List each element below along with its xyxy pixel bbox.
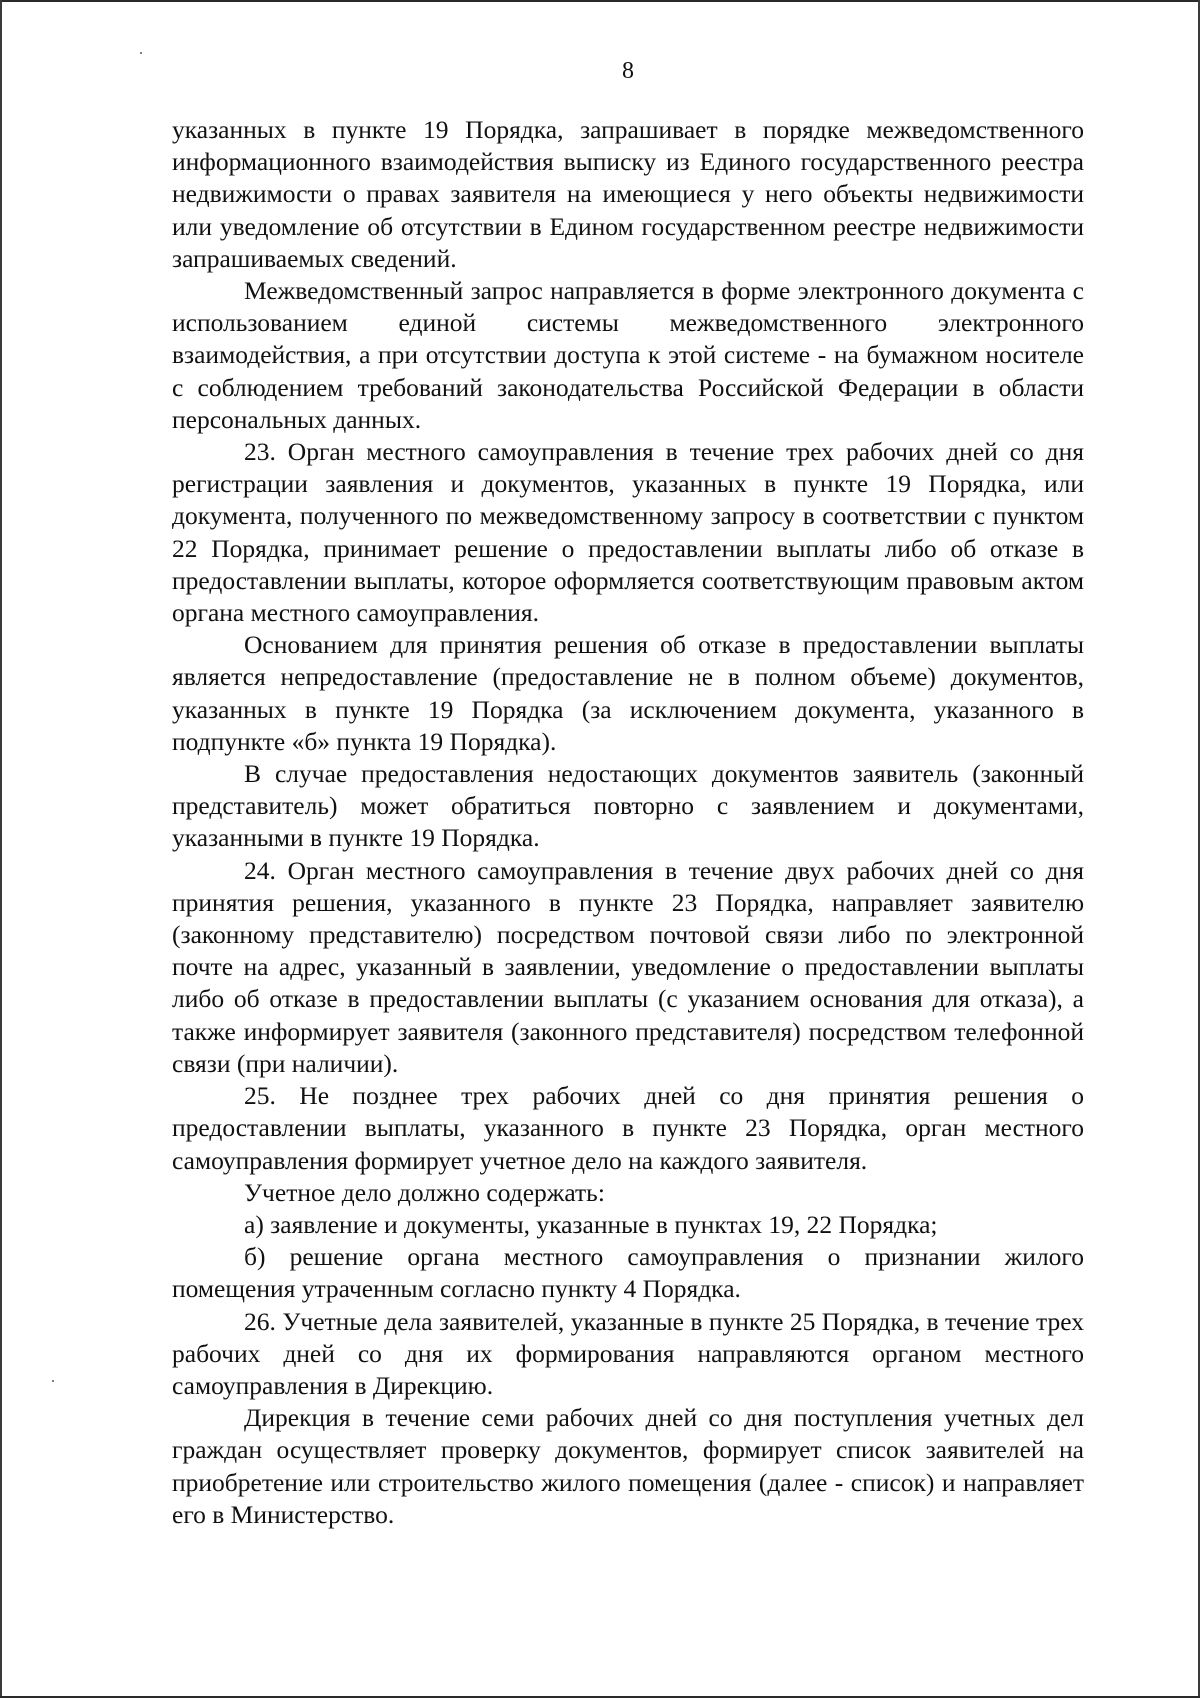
paragraph-intro-continuation: указанных в пункте 19 Порядка, запрашивает в порядке межведомственного информационного взаимодействия выписку из Единого государственного реестра недвижимости о правах заявителя на имеющиеся у него объекты недвижимости или уведомление об отсутствии в Едином государственном реестре недвижимости запрашиваемых сведений. [172, 115, 1084, 273]
page-number: 8 [622, 58, 634, 84]
paragraph-case-file-contents: Учетное дело должно содержать: [244, 1177, 605, 1207]
paragraph-interagency-request: Межведомственный запрос направляется в форме электронного документа с использованием единой системы межведомственного электронного взаимодействия, а при отсутствии доступа к этой системе - на бумажном носителе с соблюдением требований законодательства Российской Федерации в области персональных данных. [172, 276, 1084, 434]
paragraph-item-26: 26. Учетные дела заявителей, указанные в пункте 25 Порядка, в течение трех рабочих дней со дня их формирования направляются органом местного самоуправления в Дирекцию. [172, 1306, 1084, 1400]
paragraph-subitem-a: а) заявление и документы, указанные в пунктах 19, 22 Порядка; [244, 1209, 938, 1239]
paragraph-refusal-grounds: Основанием для принятия решения об отказе в предоставлении выплаты является непредоставление (предоставление не в полном объеме) документов, указанных в пункте 19 Порядка (за исключением документа, указанного в подпункте «б» пункта 19 Порядка). [172, 630, 1084, 756]
scan-speck [140, 52, 142, 54]
paragraph-subitem-b: б) решение органа местного самоуправления о признании жилого помещения утраченным согласно пункту 4 Порядка. [172, 1242, 1084, 1304]
paragraph-directorate-review: Дирекция в течение семи рабочих дней со дня поступления учетных дел граждан осуществляет проверку документов, формирует список заявителей на приобретение или строительство жилого помещения (далее - список) и направляет его в Министерство. [172, 1403, 1084, 1529]
scan-border-left [0, 0, 2, 1698]
scan-border-top [0, 0, 1200, 2]
paragraph-resubmission: В случае предоставления недостающих документов заявитель (законный представитель) может обратиться повторно с заявлением и документами, указанными в пункте 19 Порядка. [172, 759, 1084, 853]
document-body [172, 114, 1084, 1531]
paragraph-item-23: 23. Орган местного самоуправления в течение трех рабочих дней со дня регистрации заявления и документов, указанных в пункте 19 Порядка, или документа, полученного по межведомственному запросу в соответствии с пунктом 22 Порядка, принимает решение о предоставлении выплаты либо об отказе в предоставлении выплаты, которое оформляется соответствующим правовым актом органа местного самоуправления. [172, 437, 1084, 628]
paragraph-item-24: 24. Орган местного самоуправления в течение двух рабочих дней со дня принятия решения, указанного в пункте 23 Порядка, направляет заявителю (законному представителю) посредством почтовой связи либо по электронной почте на адрес, указанный в заявлении, уведомление о предоставлении выплаты либо об отказе в предоставлении выплаты (с указанием основания для отказа), а также информирует заявителя (законного представителя) посредством телефонной связи (при наличии). [172, 855, 1084, 1078]
scan-speck [52, 1380, 54, 1382]
paragraph-item-25: 25. Не позднее трех рабочих дней со дня принятия решения о предоставлении выплаты, указанного в пункте 23 Порядка, орган местного самоуправления формирует учетное дело на каждого заявителя. [172, 1081, 1084, 1175]
